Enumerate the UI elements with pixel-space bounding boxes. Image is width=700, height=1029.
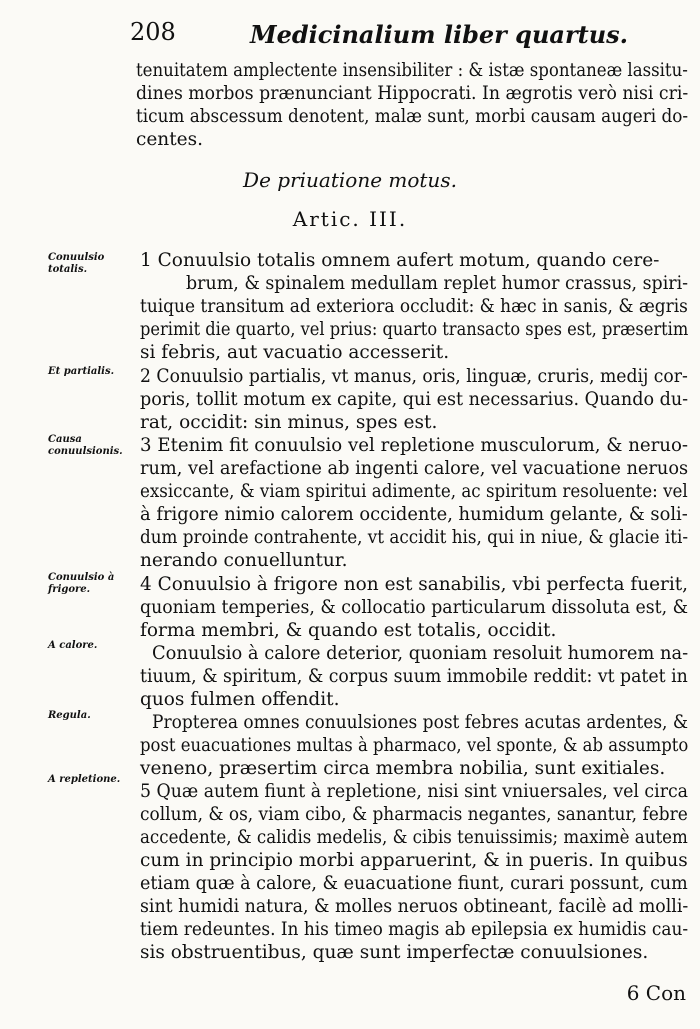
body-line: Propterea omnes conuulsiones post febres acutas ardentes, & [152, 712, 689, 733]
body-line: exsiccante, & viam spiritui adimente, ac spiritum resoluente: vel [140, 481, 688, 502]
body-line: 1 Conuulsio totalis omnem aufert motum, quando cere- [140, 250, 660, 271]
body-line: tiuum, & spiritum, & corpus suum immobile reddit: vt patet in [140, 666, 688, 687]
body-line: poris, tollit motum ex capite, qui est necessarius. Quando du- [140, 389, 689, 410]
running-title: Medicinalium liber quartus. [250, 20, 629, 49]
margin-note: Causa conuulsionis. [48, 434, 123, 457]
margin-note: A calore. [48, 640, 98, 651]
body-line: nerando conuelluntur. [140, 550, 348, 571]
intro-line: dines morbos prænunciant Hippocrati. In ægrotis verò nisi cri- [136, 83, 689, 104]
intro-line: centes. [136, 129, 203, 150]
body-line: perimit die quarto, vel prius: quarto transacto spes est, præsertim [140, 319, 689, 340]
body-line: 5 Quæ autem fiunt à repletione, nisi sint vniuersales, vel circa [140, 781, 689, 802]
margin-note: Conuulsio totalis. [48, 252, 105, 275]
body-line: post euacuationes multas à pharmaco, vel sponte, & ab assumpto [140, 735, 689, 756]
body-line: accedente, & calidis medelis, & cibis tenuissimis; maximè autem [140, 827, 688, 848]
body-line: tuique transitum ad exteriora occludit: & hæc in sanis, & ægris [140, 296, 688, 317]
margin-note: A repletione. [48, 774, 121, 785]
section-subtitle: De priuatione motus. [243, 168, 457, 192]
page-header [130, 18, 629, 52]
body-line: tiem redeuntes. In his timeo magis ab epilepsia ex humidis cau- [140, 919, 689, 940]
body-line: etiam quæ à calore, & euacuatione fiunt, curari possunt, cum [140, 873, 688, 894]
body-line: collum, & os, viam cibo, & pharmacis negantes, sanantur, febre [140, 804, 688, 825]
body-line: rat, occidit: sin minus, spes est. [140, 412, 438, 433]
body-line: 4 Conuulsio à frigore non est sanabilis, vbi perfecta fuerit, [140, 574, 689, 595]
body-line: quos fulmen offendit. [140, 689, 340, 710]
catchword: 6 Con [626, 981, 686, 1005]
margin-note: Et partialis. [48, 366, 115, 377]
body-line: cum in principio morbi apparuerint, & in pueris. In quibus [140, 850, 688, 871]
body-line: sint humidi natura, & molles neruos obtineant, facilè ad molli- [140, 896, 689, 917]
margin-note: Regula. [48, 710, 91, 721]
body-line: à frigore nimio calorem occidente, humidum gelante, & soli- [140, 504, 688, 525]
body-line: dum proinde contrahente, vt accidit his, qui in niue, & glacie iti- [140, 527, 689, 548]
body-line: brum, & spinalem medullam replet humor crassus, spiri- [186, 273, 689, 294]
page-number: 208 [130, 18, 176, 46]
intro-line: ticum abscessum denotent, malæ sunt, morbi causam augeri do- [136, 106, 689, 127]
article-heading: Artic. III. [292, 207, 408, 231]
margin-note: Conuulsio à frigore. [48, 572, 115, 595]
body-line: rum, vel arefactione ab ingenti calore, vel vacuatione neruos [140, 458, 689, 479]
body-line: forma membri, & quando est totalis, occidit. [140, 620, 557, 641]
body-line: Conuulsio à calore deterior, quoniam resoluit humorem na- [152, 643, 689, 664]
body-line: quoniam temperies, & collocatio particularum dissoluta est, & [140, 597, 688, 618]
body-line: sis obstruentibus, quæ sunt imperfectæ conuulsiones. [140, 942, 649, 963]
intro-line: tenuitatem amplectente insensibiliter : & istæ spontaneæ lassitu- [136, 60, 688, 81]
body-line: 2 Conuulsio partialis, vt manus, oris, linguæ, cruris, medij cor- [140, 366, 688, 387]
body-line: veneno, præsertim circa membra nobilia, sunt exitiales. [140, 758, 666, 779]
body-line: 3 Etenim fit conuulsio vel repletione musculorum, & neruo- [140, 435, 689, 456]
body-line: si febris, aut vacuatio accesserit. [140, 342, 450, 363]
